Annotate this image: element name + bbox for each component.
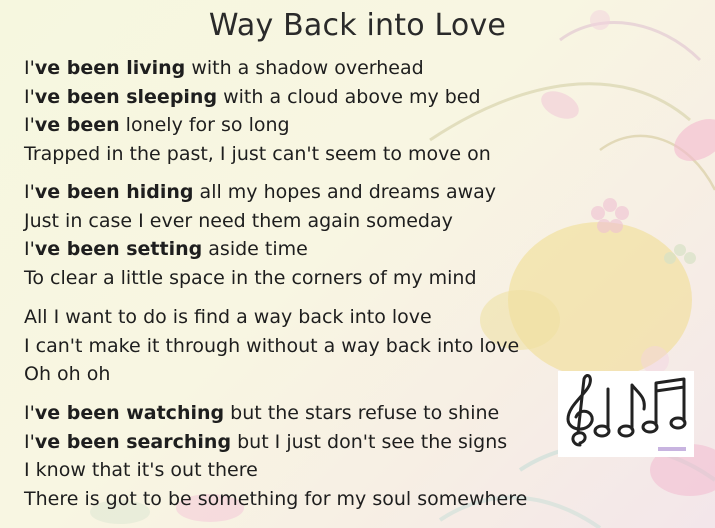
stanza-2: [24, 178, 496, 292]
lyric-line: I know that it's out there: [24, 459, 258, 481]
lyric-line: I've been sleeping with a cloud above my bed: [24, 85, 481, 108]
lyric-line: I've been setting aside time: [24, 238, 308, 260]
lyric-line: Trapped in the past, I just can't seem to move on: [24, 142, 491, 165]
stanza-4: [24, 399, 527, 513]
music-notes-icon: [558, 371, 694, 457]
lyric-line: I've been hiding all my hopes and dreams away: [24, 181, 497, 203]
music-notes-drawing: [558, 371, 694, 457]
lyric-line: I can't make it through without a way back into love: [24, 334, 520, 357]
page-title: Way Back into Love: [208, 8, 507, 43]
stanza-3-chorus: [24, 303, 519, 389]
lyric-line: Oh oh oh: [24, 363, 111, 385]
lyric-line: Just in case I ever need them again someday: [24, 209, 453, 232]
lyric-line: I've been searching but I just don't see the signs: [24, 430, 508, 453]
lyric-line: I've been watching but the stars refuse to shine: [24, 402, 500, 424]
lyric-line: I've been living with a shadow overhead: [24, 57, 424, 79]
lyric-line: All I want to do is find a way back into love: [24, 306, 432, 328]
lyric-line: I've been lonely for so long: [24, 114, 290, 136]
lyric-line: To clear a little space in the corners of my mind: [24, 266, 477, 289]
lyric-line: There is got to be something for my soul somewhere: [24, 487, 528, 510]
stanza-1: [24, 54, 491, 168]
